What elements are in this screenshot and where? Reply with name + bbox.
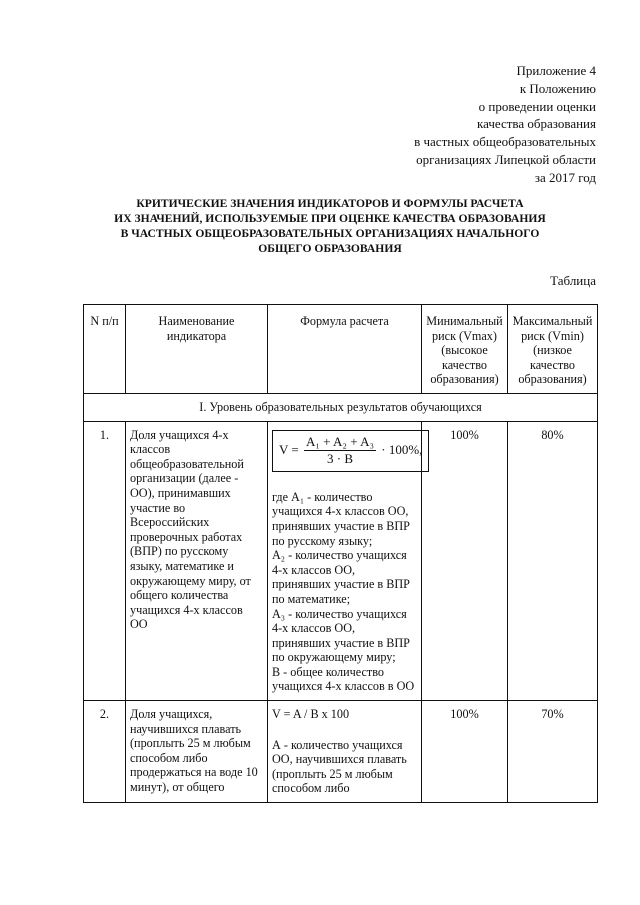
appendix-line: качества образования [476,116,596,132]
appendix-header [296,62,596,187]
appendix-line: за 2017 год [534,169,596,185]
header-max-risk: Максимальный риск (Vmin) (низкое качество образования) [508,305,598,394]
where-line: А₂ - количество учащихся 4-х классов ОО, принявших участие в ВПР по математике; [272,548,410,606]
row-name: Доля учащихся 4-х классов общеобразовательной организации (далее - ОО), принимавших участие во Всероссийских проверочных работах (ВПР) по русскому языку, математике и окружающему миру, от общего количества учащихся 4-х классов ОО [126,421,268,701]
header-formula: Формула расчета [268,305,422,394]
formula-denominator: 3 · B [327,451,353,467]
row-max-risk: 80% [508,421,598,701]
header-name: Наименование индикатора [126,305,268,394]
table-row [84,701,598,803]
row-formula-cell [268,701,422,803]
appendix-line: в частных общеобразовательных [414,134,596,150]
formula-numerator: A₁ + A₂ + A₃ [304,435,376,452]
where-line: В - общее количество учащихся 4-х классов в ОО [272,664,415,694]
title-line: ИХ ЗНАЧЕНИЙ, ИСПОЛЬЗУЕМЫЕ ПРИ ОЦЕНКЕ КАЧЕСТВА ОБРАЗОВАНИЯ [114,212,546,225]
row-num: 1. [84,421,126,701]
indicators-table [83,304,598,803]
document-title [60,196,600,256]
appendix-line: к Положению [519,80,596,96]
formula-description [272,490,417,694]
row-formula-cell [268,421,422,701]
title-line: ОБЩЕГО ОБРАЗОВАНИЯ [258,242,402,255]
table-row [84,421,598,701]
row-num: 2. [84,701,126,803]
where-line: А₃ - количество учащихся 4-х классов ОО, принявших участие в ВПР по окружающему миру; [272,606,410,665]
section-heading: I. Уровень образовательных результатов обучающихся [84,393,598,421]
formula-tail: · 100%, [381,442,423,458]
row-min-risk: 100% [422,701,508,803]
header-num: N п/п [84,305,126,394]
table-label: Таблица [550,273,596,288]
formula-lhs: V = [279,442,299,458]
appendix-line: организациях Липецкой области [416,151,596,167]
appendix-line: о проведении оценки [478,98,596,114]
formula-box [272,430,429,472]
appendix-line: Приложение 4 [516,63,596,78]
row-max-risk: 70% [508,701,598,803]
header-min-risk: Минимальный риск (Vmax) (высокое качество образования) [422,305,508,394]
formula-fraction [304,435,376,467]
row-name: Доля учащихся, научившихся плавать (проплыть 25 м любым способом либо продержаться на воде 10 минут), от общего [126,701,268,803]
row-min-risk: 100% [422,421,508,701]
section-row [84,393,598,421]
where-line: где А₁ - количество учащихся 4-х классов ОО, принявших участие в ВПР по русскому языку; [272,489,410,548]
title-line: В ЧАСТНЫХ ОБЩЕОБРАЗОВАТЕЛЬНЫХ ОРГАНИЗАЦИЯХ НАЧАЛЬНОГО [120,227,540,240]
formula-text: V = A / B x 100 [272,707,350,722]
header-row [84,305,598,394]
formula-description: А - количество учащихся ОО, научившихся плавать (проплыть 25 м любым способом либо [272,737,407,796]
title-line: КРИТИЧЕСКИЕ ЗНАЧЕНИЯ ИНДИКАТОРОВ И ФОРМУЛЫ РАСЧЕТА [136,197,524,210]
